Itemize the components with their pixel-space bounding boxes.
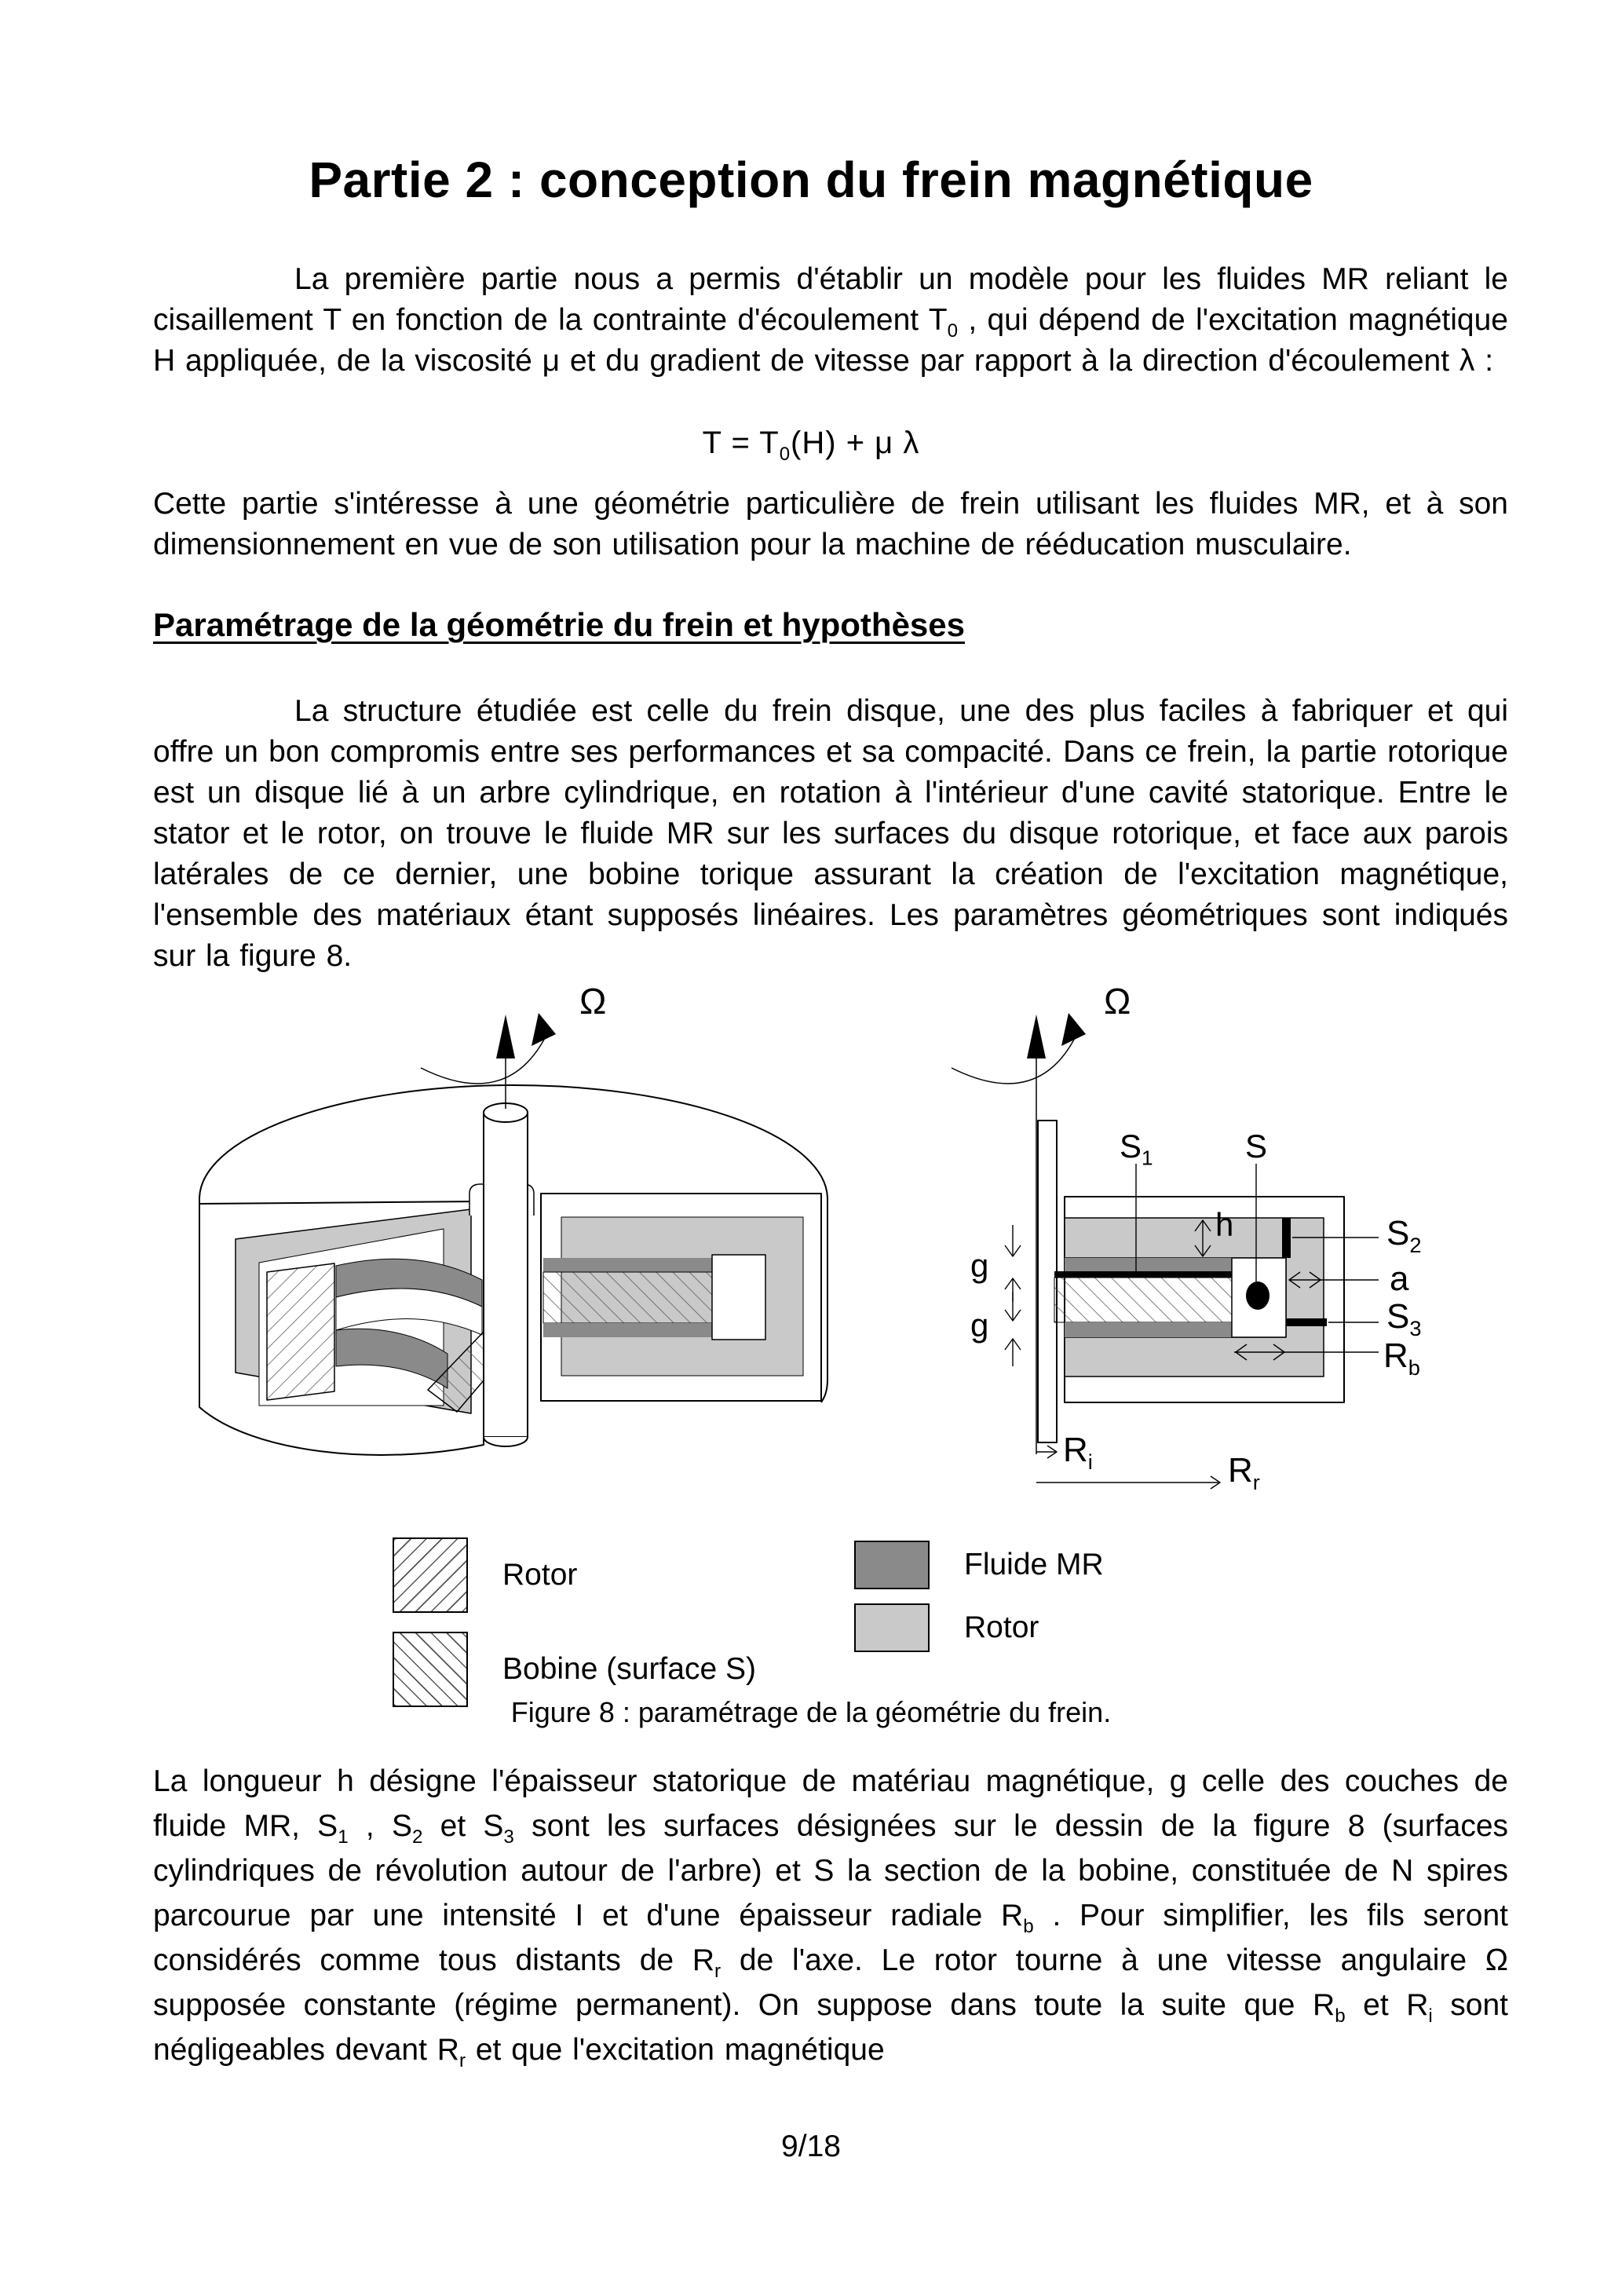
axis-arrowhead-left <box>496 1015 515 1058</box>
h-label: h <box>1215 1206 1234 1243</box>
drum-right-wall <box>821 1199 827 1402</box>
s2-label: $S_2$ <box>1386 1214 1422 1257</box>
equation-shear-stress: $T = T_0(H) + \mu$ λ <box>702 426 920 465</box>
coil-section-hatch <box>267 1263 334 1400</box>
legend-label: Fluide MR <box>964 1548 1104 1581</box>
cutaway-3d-diagram <box>199 1013 827 1455</box>
legend-label: Rotor <box>964 1610 1039 1644</box>
rotor-disc-hatch <box>1054 1278 1232 1322</box>
page-title: Partie 2 : conception du frein magnétique <box>309 152 1313 208</box>
rotor-hatch-swatch <box>393 1537 468 1613</box>
legend-item-fluid <box>854 1541 1104 1589</box>
section-heading: Paramétrage de la géométrie du frein et hypothèses <box>153 606 966 643</box>
omega-label-right: Ω <box>1104 981 1131 1022</box>
fluid-layer-top <box>1065 1258 1232 1271</box>
s3-label: $S_3$ <box>1386 1297 1422 1340</box>
paragraph-part-scope: Cette partie s'intéresse à une géométrie particulière de frein utilisant les fluides MR, et à son dimensionnement en vue de son utilisation pour la machine de rééducation musculaire. <box>153 487 1508 561</box>
coil-wire-dot <box>1246 1281 1269 1310</box>
fluid-layer-bottom <box>1065 1322 1232 1337</box>
ri-label: $R_i$ <box>1063 1431 1093 1474</box>
page-number: 9/18 <box>781 2130 841 2163</box>
stator-swatch <box>854 1603 930 1652</box>
paragraph-structure: La structure étudiée est celle du frein disque, une des plus faciles à fabriquer et qui offre un bon compromis entre ses performances et sa compacité. Dans ce frein, la partie rotorique est un disque lié à un arbre cylindrique, en rotation à l'intérieur d'une cavité statorique. Entre le stator et le rotor, on trouve le fluide MR sur les surfaces du disque rotorique, et face aux parois latérales de ce dernier, une bobine torique assurant la création de l'excitation magnétique, l'ensemble des matériaux étant supposés linéaires. Les paramètres géométriques sont indiqués sur la figure 8. <box>153 694 1508 973</box>
g-bottom-label: g <box>970 1307 989 1344</box>
legend-label: Rotor <box>502 1558 578 1592</box>
shaft-bottom-arc <box>484 1437 528 1446</box>
shaft-plate <box>1038 1121 1057 1442</box>
legend-item-stator <box>854 1603 1039 1652</box>
shaft-cylinder <box>484 1113 528 1437</box>
rb-label: $R_b$ <box>1383 1336 1420 1380</box>
surface-s2-line <box>1282 1218 1291 1258</box>
right-face-coil-pocket <box>712 1255 765 1340</box>
surface-s1-line <box>1054 1271 1232 1278</box>
paragraph-parameters: La longueur h désigne l'épaisseur statorique de matériau magnétique, g celle des couches de fluide MR, $S_1$ , $S_2$ et $S_3$ sont les surfaces désignées sur le dessin de la figure 8 (surfaces cylindriques de révolution autour de l'arbre) et S la section de la bobine, constituée de N spires parcourue par une intensité I et d'une épaisseur radiale $R_b$ . Pour simplifier, les fils seront considérés comme tous distants de $R_r$ de l'axe. Le rotor tourne à une vitesse angulaire Ω supposée constante (régime permanent). On suppose dans toute la suite que $R_b$ et $R_i$ sont négligeables devant $R_r$ et que l'excitation magnétique <box>153 1764 1509 2071</box>
axis-arrowhead-right <box>1027 1015 1046 1058</box>
paragraph-intro: La première partie nous a permis d'établir un modèle pour les fluides MR reliant le cisaillement T en fonction de la contrainte d'écoulement $T_0$ , qui dépend de l'excitation magnétique H appliquée, de la viscosité μ et du gradient de vitesse par rapport à la direction d'écoulement λ : <box>153 262 1509 378</box>
s1-label: $S_1$ <box>1120 1128 1153 1170</box>
rotation-arc-right <box>952 1038 1075 1084</box>
right-face-fluid-top <box>543 1258 712 1272</box>
figure-caption: Figure 8 : paramétrage de la géométrie du frein. <box>510 1696 1112 1728</box>
figure-8 <box>0 974 1622 1696</box>
a-label: a <box>1390 1260 1409 1298</box>
surface-s3-line <box>1286 1318 1327 1326</box>
cross-section-diagram <box>952 1013 1379 1494</box>
omega-label-left: Ω <box>579 981 607 1022</box>
fluid-swatch <box>854 1541 930 1589</box>
rotation-arc-left <box>421 1038 545 1084</box>
right-face-fluid-bottom <box>543 1323 712 1337</box>
s-label: S <box>1245 1128 1268 1164</box>
right-face-rotor-hatch <box>543 1272 712 1323</box>
rr-label: $R_r$ <box>1228 1451 1260 1494</box>
brake-geometry-diagram <box>0 974 1622 1696</box>
legend-item-rotor-hatch <box>393 1537 577 1613</box>
legend-label: Bobine (surface S) <box>502 1652 756 1686</box>
g-top-label: g <box>970 1247 989 1284</box>
